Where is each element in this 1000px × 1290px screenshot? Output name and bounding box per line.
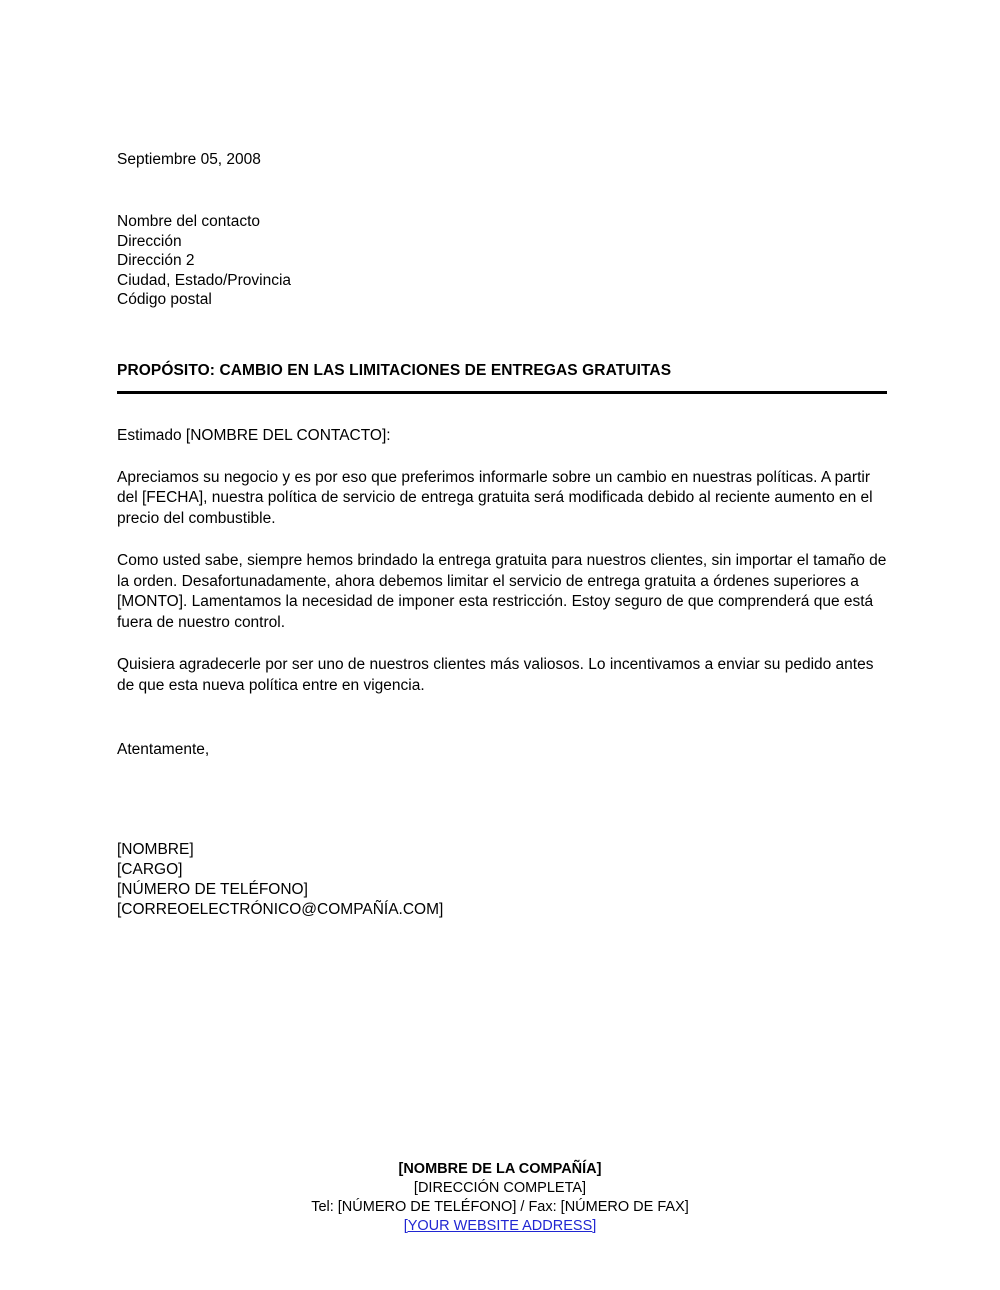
recipient-line-city-state: Ciudad, Estado/Provincia	[117, 271, 292, 289]
body-paragraph-1: Apreciamos su negocio y es por eso que preferimos informarle sobre un cambio en nuestras políticas. A partir del [FECHA], nuestra política de servicio de entrega gratuita será modificada debido al reciente aumento en el precio del combustible.	[117, 468, 873, 527]
recipient-line-address1: Dirección	[117, 232, 182, 250]
page-footer	[0, 1160, 1000, 1236]
subject-line: PROPÓSITO: CAMBIO EN LAS LIMITACIONES DE ENTREGAS GRATUITAS	[117, 361, 672, 379]
footer-company-name: [NOMBRE DE LA COMPAÑÍA]	[398, 1161, 602, 1177]
signature-block	[117, 840, 887, 920]
closing: Atentamente,	[117, 741, 210, 758]
signature-phone: [NÚMERO DE TELÉFONO]	[117, 881, 308, 898]
footer-address: [DIRECCIÓN COMPLETA]	[413, 1180, 587, 1196]
signature-title: [CARGO]	[117, 861, 183, 878]
letter-date: Septiembre 05, 2008	[117, 151, 261, 168]
recipient-address-block	[117, 212, 887, 310]
footer-website-link[interactable]: [YOUR WEBSITE ADDRESS]	[403, 1218, 597, 1234]
letter-body	[117, 150, 887, 920]
horizontal-rule	[117, 391, 887, 394]
body-paragraph-3: Quisiera agradecerle por ser uno de nuestros clientes más valiosos. Lo incentivamos a enviar su pedido antes de que esta nueva política entre en vigencia.	[117, 656, 874, 694]
signature-email: [CORREOELECTRÓNICO@COMPAÑÍA.COM]	[117, 901, 444, 918]
recipient-line-name: Nombre del contacto	[117, 213, 261, 230]
signature-name: [NOMBRE]	[117, 841, 194, 858]
recipient-line-postal-code: Código postal	[117, 291, 212, 308]
recipient-line-address2: Dirección 2	[117, 252, 195, 269]
salutation: Estimado [NOMBRE DEL CONTACTO]:	[117, 426, 391, 444]
footer-contact: Tel: [NÚMERO DE TELÉFONO] / Fax: [NÚMERO DE FAX]	[311, 1199, 689, 1215]
body-paragraph-2: Como usted sabe, siempre hemos brindado la entrega gratuita para nuestros clientes, sin importar el tamaño de la orden. Desafortunadamente, ahora debemos limitar el servicio de entrega gratuita a órdenes superiores a [MONTO]. Lamentamos la necesidad de imponer esta restricción. Estoy seguro de que comprenderá que está fuera de nuestro control.	[117, 552, 887, 631]
